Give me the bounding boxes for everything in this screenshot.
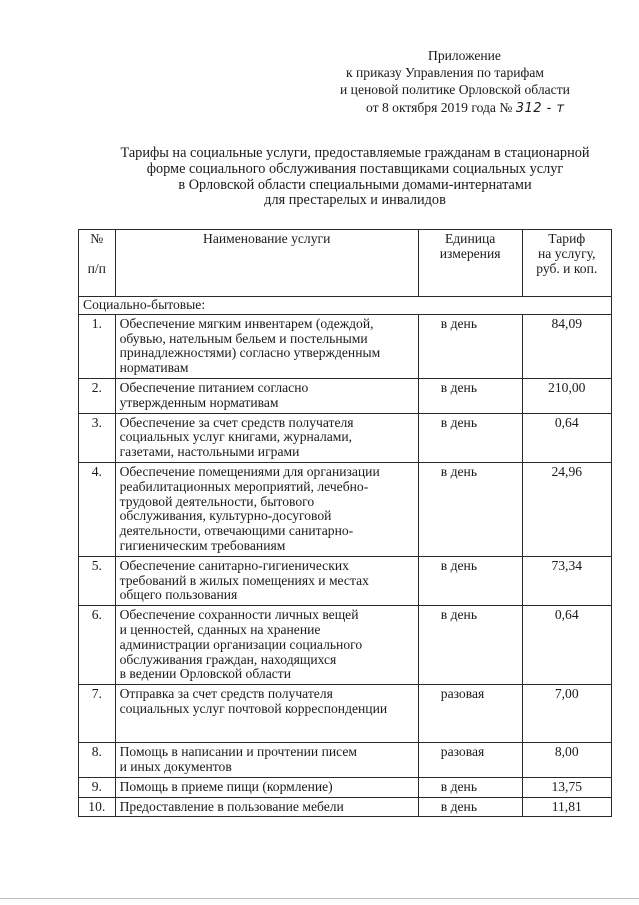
tariff-value: 210,00 — [522, 378, 612, 413]
unit-of-measure: в день — [418, 777, 522, 797]
header-name: Наименование услуги — [115, 230, 418, 297]
row-number: 3. — [79, 413, 116, 462]
order-date: от 8 октября 2019 года № — [366, 100, 513, 115]
service-name: Отправка за счет средств получателя социальных услуг почтовой корреспонденции — [115, 685, 418, 743]
service-name: Предоставление в пользование мебели — [115, 797, 418, 817]
tariff-table — [78, 229, 612, 817]
title-line: в Орловской области специальными домами-интернатами — [178, 176, 532, 193]
table-row — [79, 743, 612, 778]
table-header-row — [79, 230, 612, 297]
row-number: 9. — [79, 777, 116, 797]
tariff-value: 13,75 — [522, 777, 612, 797]
title-line: форме социального обслуживания поставщиками социальных услуг — [146, 160, 564, 177]
tariff-value: 84,09 — [522, 314, 612, 378]
unit-of-measure: разовая — [418, 743, 522, 778]
section-row — [79, 297, 612, 315]
service-name: Помощь в написании и прочтении писем и иных документов — [115, 743, 418, 778]
unit-of-measure: в день — [418, 606, 522, 685]
table-row — [79, 314, 612, 378]
table-row — [79, 777, 612, 797]
table-row — [79, 462, 612, 556]
unit-of-measure: в день — [418, 378, 522, 413]
tariff-value: 8,00 — [522, 743, 612, 778]
header-line-4 — [366, 100, 565, 116]
unit-of-measure: в день — [418, 556, 522, 605]
row-number: 10. — [79, 797, 116, 817]
row-number: 2. — [79, 378, 116, 413]
order-number: 312 - т — [515, 101, 565, 116]
header-line-3: и ценовой политике Орловской области — [340, 82, 570, 97]
row-number: 6. — [79, 606, 116, 685]
title-line: для престарелых и инвалидов — [264, 192, 446, 209]
service-name: Обеспечение помещениями для организации реабилитационных мероприятий, лечебно- трудовой деятельности, бытового обслуживания, культурно-досуговой деятельности, отвечающими санитарно- гигиеническим требованиям — [115, 462, 418, 556]
header-unit: Единица измерения — [418, 230, 522, 297]
unit-of-measure: в день — [418, 797, 522, 817]
service-name: Помощь в приеме пищи (кормление) — [115, 777, 418, 797]
tariff-value: 11,81 — [522, 797, 612, 817]
section-title: Социально-бытовые: — [79, 297, 612, 315]
row-number: 7. — [79, 685, 116, 743]
tariff-value: 24,96 — [522, 462, 612, 556]
service-name: Обеспечение санитарно-гигиенических требований в жилых помещениях и местах общего пользования — [115, 556, 418, 605]
row-number: 1. — [79, 314, 116, 378]
table-row — [79, 413, 612, 462]
row-number: 8. — [79, 743, 116, 778]
header-line-1: Приложение — [428, 48, 501, 63]
header-num: № п/п — [79, 230, 116, 297]
table-row — [79, 556, 612, 605]
header-line-2: к приказу Управления по тарифам — [346, 65, 544, 80]
unit-of-measure: разовая — [418, 685, 522, 743]
table-row — [79, 685, 612, 743]
row-number: 5. — [79, 556, 116, 605]
unit-of-measure: в день — [418, 413, 522, 462]
page-bottom-line — [0, 898, 639, 899]
tariff-value: 0,64 — [522, 413, 612, 462]
header-tariff: Тариф на услугу, руб. и коп. — [522, 230, 612, 297]
unit-of-measure: в день — [418, 462, 522, 556]
table-row — [79, 378, 612, 413]
title-line: Тарифы на социальные услуги, предоставляемые гражданам в стационарной — [120, 145, 590, 161]
service-name: Обеспечение мягким инвентарем (одеждой, обувью, нательным бельем и постельными принадлежностями) согласно утвержденным нормативам — [115, 314, 418, 378]
unit-of-measure: в день — [418, 314, 522, 378]
service-name: Обеспечение питанием согласно утвержденным нормативам — [115, 378, 418, 413]
table-row — [79, 797, 612, 817]
tariff-value: 73,34 — [522, 556, 612, 605]
tariff-value: 0,64 — [522, 606, 612, 685]
table-row — [79, 606, 612, 685]
service-name: Обеспечение за счет средств получателя социальных услуг книгами, журналами, газетами, настольными играми — [115, 413, 418, 462]
service-name: Обеспечение сохранности личных вещей и ценностей, сданных на хранение администрации организации социального обслуживания граждан, находящихся в ведении Орловской области — [115, 606, 418, 685]
document-title — [95, 146, 615, 209]
row-number: 4. — [79, 462, 116, 556]
tariff-value: 7,00 — [522, 685, 612, 743]
